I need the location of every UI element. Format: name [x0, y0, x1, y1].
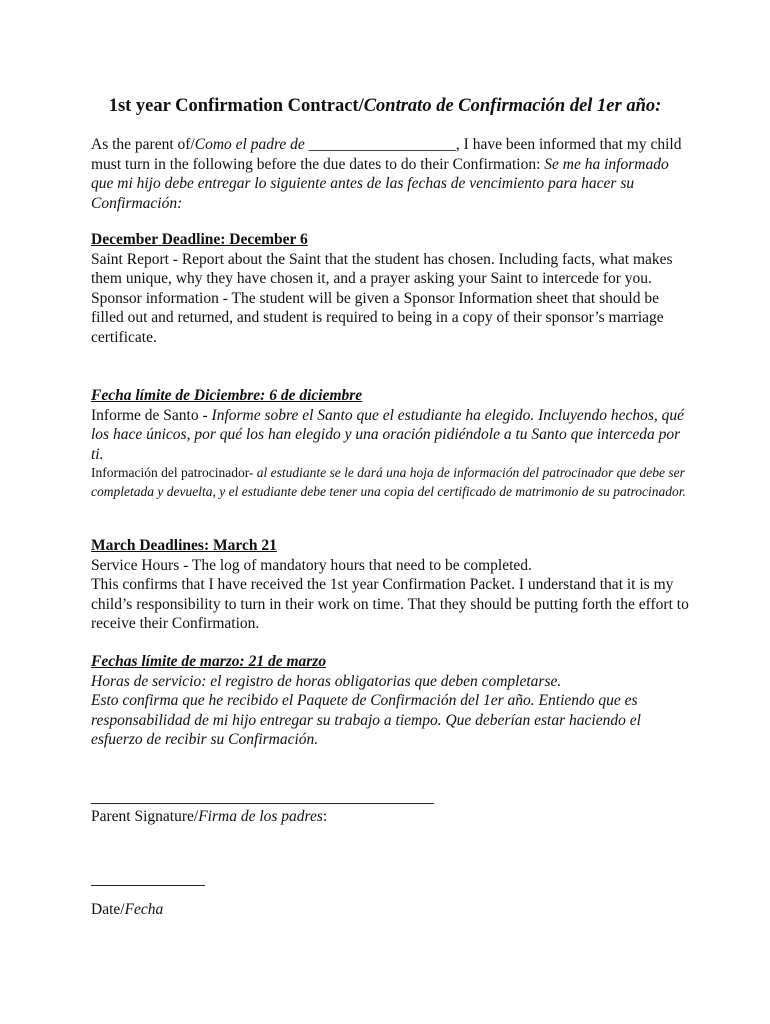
- diciembre-section: [91, 386, 691, 501]
- page-title: [0, 94, 770, 118]
- intro-part1: As the parent of/: [91, 136, 195, 153]
- informe-text: Informe sobre el Santo que el estudiante ha elegido. Incluyendo hechos, qué los hace únicos, por qué los han elegido y una oración pidiéndole a tu Santo que interceda por ti.: [91, 406, 685, 463]
- title-spanish: Contrato de Confirmación del 1er año:: [363, 96, 662, 116]
- date-label: [91, 900, 691, 920]
- intro-paragraph: [91, 135, 691, 213]
- signature-label: [91, 807, 691, 827]
- signature-label-es: Firma de los padres: [198, 808, 323, 825]
- child-name-blank: ___________________: [308, 136, 456, 153]
- date-label-en: Date/: [91, 901, 125, 918]
- intro-part2: , I have been informed that my child must turn in the following before the due dates to do their Confirmation:: [91, 136, 682, 173]
- march-heading: March Deadlines: March 21: [91, 537, 277, 554]
- confirma-text: Esto confirma que he recibido el Paquete de Confirmación del 1er año. Entiendo que es responsabilidad de mi hijo entregar su trabajo a tiempo. Que deberían estar haciendo el esfuerzo de recibir su Confirmación.: [91, 692, 641, 748]
- confirm-text: This confirms that I have received the 1st year Confirmation Packet. I understand that it is my child’s responsibility to turn in their work on time. That they should be putting forth the effort to receive their Confirmation.: [91, 576, 689, 632]
- march-section: [91, 536, 691, 634]
- marzo-section: [91, 652, 691, 750]
- december-section: [91, 230, 691, 347]
- december-heading: December Deadline: December 6: [91, 231, 308, 248]
- intro-spanish: Se me ha informado que mi hijo debe entregar lo siguiente antes de las fechas de vencimiento para hacer su Confirmación:: [91, 155, 669, 212]
- date-line[interactable]: [91, 885, 205, 886]
- sponsor-info-text: Sponsor information - The student will be given a Sponsor Information sheet that should be filled out and returned, and student is required to being in a copy of their sponsor’s marriage certificate.: [91, 289, 664, 346]
- marzo-heading: Fechas límite de marzo: 21 de marzo: [91, 653, 327, 670]
- signature-colon: :: [322, 808, 328, 825]
- signature-label-en: Parent Signature/: [91, 808, 199, 825]
- service-hours-text: Service Hours - The log of mandatory hours that need to be completed.: [91, 556, 532, 574]
- saint-report-text: Saint Report - Report about the Saint that the student has chosen. Including facts, what makes them unique, why they have chosen it, and a prayer asking your Saint to intercede for you.: [91, 250, 673, 287]
- intro-part1-es: Como el padre de: [194, 136, 309, 153]
- patrocinador-text: al estudiante se le dará una hoja de información del patrocinador que debe ser completada y devuelta, y el estudiante debe tener una copia del certificado de matrimonio de su patrocinador.: [91, 465, 686, 499]
- informe-label: Informe de Santo -: [91, 406, 212, 424]
- signature-line[interactable]: [91, 803, 434, 804]
- patrocinador-label: Información del patrocinador-: [91, 465, 257, 480]
- diciembre-heading: Fecha límite de Diciembre: 6 de diciembre: [91, 387, 363, 404]
- date-label-es: Fecha: [124, 901, 164, 918]
- title-english: 1st year Confirmation Contract/: [108, 96, 364, 116]
- horas-text: Horas de servicio: el registro de horas obligatorias que deben completarse.: [91, 672, 562, 690]
